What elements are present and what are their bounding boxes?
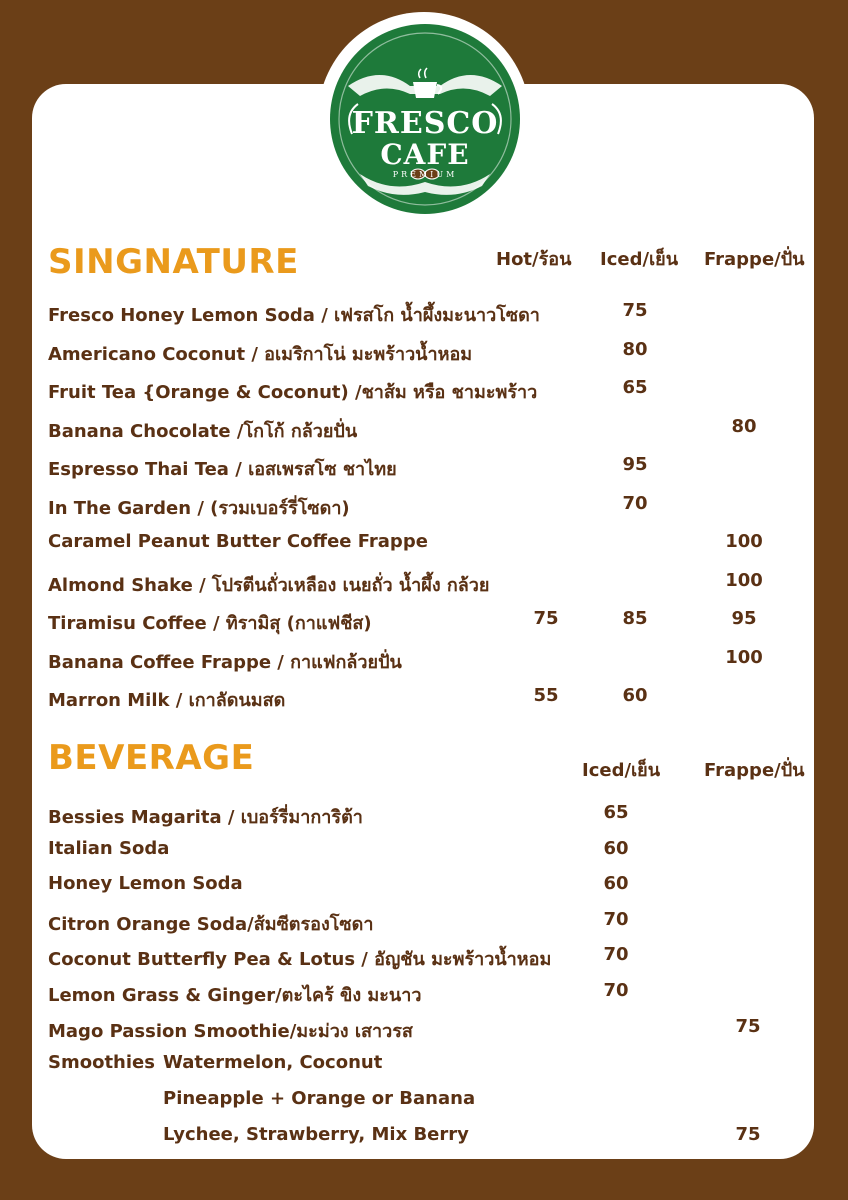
menu-item-name: Banana Coffee Frappe / กาแฟกล้วยปั่น <box>48 652 402 673</box>
menu-item-name: Bessies Magarita / เบอร์รี่มาการิต้า <box>48 807 363 828</box>
menu-item-name: Italian Soda <box>48 838 170 859</box>
menu-item-name: Fresco Honey Lemon Soda / เฟรสโก น้ำผึ้งมะนาวโซดา <box>48 305 540 326</box>
header-iced: Iced/เย็น <box>600 249 679 270</box>
menu-item-name: Espresso Thai Tea / เอสเพรสโซ ชาไทย <box>48 459 397 480</box>
menu-item-name: Lemon Grass & Ginger/ตะไคร้ ขิง มะนาว <box>48 985 422 1006</box>
price-frappe: 100 <box>725 531 763 552</box>
menu-item-name: In The Garden / (รวมเบอร์รี่โซดา) <box>48 498 350 519</box>
header-iced-beverage: Iced/เย็น <box>582 760 661 781</box>
menu-item-name: Marron Milk / เกาลัดนมสด <box>48 690 286 711</box>
menu-item-name: Tiramisu Coffee / ทิรามิสุ (กาแฟชีส) <box>48 613 372 634</box>
price-frappe: 100 <box>725 647 763 668</box>
signature-title: SINGNATURE <box>48 242 299 282</box>
price-iced: 70 <box>603 944 629 965</box>
logo-text-cafe: CAFE <box>380 138 470 171</box>
menu-item-name: Fruit Tea {Orange & Coconut) /ชาส้ม หรือ ชามะพร้าว <box>48 382 538 403</box>
price-iced: 95 <box>622 454 648 475</box>
logo-text-fresco: FRESCO <box>351 106 499 141</box>
menu-item-name: Americano Coconut / อเมริกาโน่ มะพร้าวน้ำหอม <box>48 344 473 365</box>
fresco-cafe-logo <box>330 24 520 214</box>
smoothies-label: Smoothies <box>48 1052 155 1073</box>
header-frappe: Frappe/ปั่น <box>704 249 805 270</box>
price-iced: 60 <box>603 838 629 859</box>
price-hot: 55 <box>533 685 559 706</box>
price-iced: 65 <box>622 377 648 398</box>
price-iced: 80 <box>622 339 648 360</box>
menu-item-name: Coconut Butterfly Pea & Lotus / อัญชัน มะพร้าวน้ำหอม <box>48 949 552 970</box>
price-iced: 75 <box>622 300 648 321</box>
price-iced: 70 <box>603 980 629 1001</box>
logo-text-premium: PREMIUM <box>392 170 458 179</box>
price-frappe: 80 <box>731 416 757 437</box>
header-hot: Hot/ร้อน <box>496 249 572 270</box>
header-frappe-beverage: Frappe/ปั่น <box>704 760 805 781</box>
price-frappe: 95 <box>731 608 757 629</box>
price-iced: 65 <box>603 802 629 823</box>
price-frappe: 100 <box>725 570 763 591</box>
smoothies-line: Watermelon, Coconut <box>163 1052 383 1073</box>
price-iced: 70 <box>622 493 648 514</box>
menu-item-name: Banana Chocolate /โกโก้ กล้วยปั่น <box>48 421 358 442</box>
price-hot: 75 <box>533 608 559 629</box>
menu-item-name: Almond Shake / โปรตีนถั่วเหลือง เนยถั่ว น้ำผึ้ง กล้วย <box>48 575 490 596</box>
price-iced: 60 <box>622 685 648 706</box>
menu-item-name: Honey Lemon Soda <box>48 873 243 894</box>
menu-item-name: Citron Orange Soda/ส้มซีตรองโซดา <box>48 914 374 935</box>
price-iced: 60 <box>603 873 629 894</box>
price-iced: 85 <box>622 608 648 629</box>
beverage-title: BEVERAGE <box>48 738 255 778</box>
price-iced: 70 <box>603 909 629 930</box>
menu-item-name: Caramel Peanut Butter Coffee Frappe <box>48 531 428 552</box>
menu-item-name: Mago Passion Smoothie/มะม่วง เสาวรส <box>48 1021 413 1042</box>
smoothies-line: Lychee, Strawberry, Mix Berry <box>163 1124 469 1145</box>
price-frappe: 75 <box>735 1016 761 1037</box>
smoothies-frappe-price: 75 <box>735 1124 761 1145</box>
smoothies-line: Pineapple + Orange or Banana <box>163 1088 476 1109</box>
